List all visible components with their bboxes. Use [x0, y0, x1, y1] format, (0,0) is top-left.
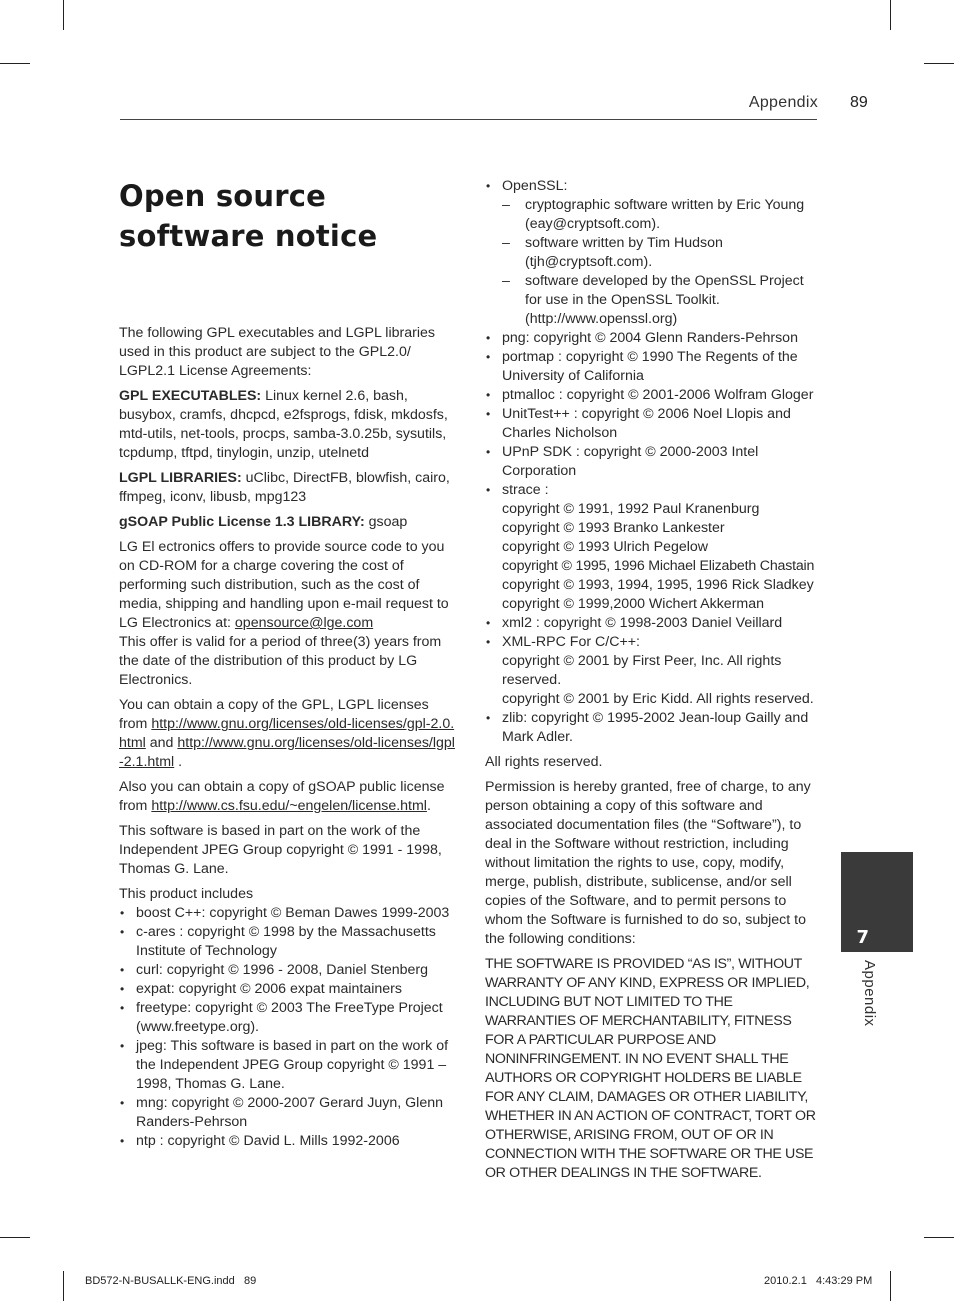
list-item: • curl: copyright © 1996 - 2008, Daniel Stenberg: [119, 961, 455, 980]
list-item: • ptmalloc : copyright © 2001-2006 Wolfram Gloger: [485, 386, 819, 405]
chapter-tab: [841, 852, 913, 952]
list-item: • portmap : copyright © 1990 The Regents of the University of California: [485, 348, 819, 386]
list-item-openssl: [485, 177, 819, 329]
chapter-label: Appendix: [861, 960, 878, 1027]
page-number: 89: [850, 94, 868, 111]
list-item: • UPnP SDK : copyright © 2000-2003 Intel Corporation: [485, 443, 819, 481]
crop-mark: [0, 63, 30, 64]
gsoap-license-paragraph: [119, 778, 455, 816]
gsoap-text: gsoap: [364, 514, 408, 530]
list-item: – cryptographic software written by Eric Young (eay@cryptsoft.com).: [502, 196, 819, 234]
openssl-label: OpenSSL:: [502, 178, 568, 194]
footer-timestamp: 2010.2.1 4:43:29 PM: [764, 1275, 873, 1287]
obtain-end: .: [174, 754, 183, 770]
right-column: [485, 177, 819, 1189]
list-item: – software written by Tim Hudson (tjh@cryptsoft.com).: [502, 234, 819, 272]
permission-paragraph: Permission is hereby granted, free of charge, to any person obtaining a copy of this software and associated documentation files (the “Software”), to deal in the Software without restriction, including without limitation the rights to use, copy, modify, merge, publish, distribute, sublicense, and/or sell copies of the Software, and to permit persons to whom the Software is furnished to do so, subject to the following conditions:: [485, 779, 811, 947]
list-item: • freetype: copyright © 2003 The FreeType Project (www.freetype.org).: [119, 999, 455, 1037]
list-item: • jpeg: This software is based in part on the work of the Independent JPEG Group copyright © 1991 – 1998, Thomas G. Lane.: [119, 1037, 455, 1094]
list-item: • boost C++: copyright © Beman Dawes 1999-2003: [119, 904, 455, 923]
strace-line: copyright © 1993, 1994, 1995, 1996 Rick Sladkey: [502, 577, 814, 593]
chapter-tab-label: [862, 960, 882, 1040]
gpl-text: Linux kernel 2.6, bash, busybox, cramfs, dhcpcd, e2fsprogs, fdisk, mkdosfs, mtd-utils, net-tools, procps, samba-3.0.25b, sysutils, tcpdump, tftpd, tinylogin, unzip, utelnetd: [119, 388, 448, 461]
list-item-strace: [485, 481, 819, 614]
strace-label: • strace :: [502, 482, 549, 498]
lgpl-text: uClibc, DirectFB, blowfish, cairo, ffmpeg, iconv, libusb, mpg123: [119, 470, 450, 505]
list-item: • zlib: copyright © 1995-2002 Jean-loup Gailly and Mark Adler.: [485, 709, 819, 747]
page-header: [0, 94, 954, 118]
gsoap-obtain-end: .: [426, 798, 431, 814]
gsoap-paragraph: [119, 513, 455, 532]
list-item: • xml2 : copyright © 1998-2003 Daniel Veillard: [485, 614, 819, 633]
all-rights-paragraph: All rights reserved.: [485, 754, 603, 770]
openssl-sublist: [502, 196, 819, 329]
gsoap-url-link[interactable]: http://www.cs.fsu.edu/~engelen/license.html: [151, 798, 427, 814]
crop-mark: [63, 0, 64, 30]
left-column: [119, 176, 455, 1157]
obtain-text: You can obtain a copy of the GPL, LGPL licenses from: [119, 697, 429, 732]
list-item: • png: copyright © 2004 Glenn Randers-Pehrson: [485, 329, 819, 348]
crop-mark: [924, 1237, 954, 1238]
crop-mark: [0, 1237, 30, 1238]
lgpl-label: LGPL LIBRARIES:: [119, 470, 242, 486]
list-item: – software developed by the OpenSSL Project for use in the OpenSSL Toolkit. (http://www.openssl.org): [502, 272, 819, 329]
strace-line: copyright © 1993 Ulrich Pegelow: [502, 539, 709, 555]
crop-mark: [924, 63, 954, 64]
crop-mark: [890, 0, 891, 30]
offer-validity-paragraph: This offer is valid for a period of three(3) years from the date of the distribution of this product by LG Electronics.: [119, 634, 442, 688]
gpl-url-link[interactable]: http://www.gnu.org/licenses/old-licenses/gpl-2.0.html: [119, 716, 455, 751]
offer-text: LG El ectronics offers to provide source code to you on CD-ROM for a charge covering the cost of performing such distribution, such as the cost of media, shipping and handling upon e-mail request to LG Electronics at:: [119, 539, 449, 631]
strace-line: copyright © 1993 Branko Lankester: [502, 520, 725, 536]
strace-line: copyright © 1995, 1996 Michael Elizabeth Chastain: [502, 558, 815, 574]
crop-mark: [63, 1271, 64, 1301]
list-item-xmlrpc: [485, 633, 819, 709]
gsoap-label: gSOAP Public License 1.3 LIBRARY:: [119, 514, 365, 530]
offer-email-link[interactable]: opensource@lge.com: [234, 615, 374, 631]
crop-mark: [890, 1271, 891, 1301]
includes-list: [119, 904, 455, 1151]
license-copy-paragraph: [119, 696, 455, 772]
strace-line: copyright © 1999,2000 Wichert Akkerman: [502, 596, 765, 612]
xmlrpc-label: • XML-RPC For C/C++:: [502, 634, 640, 650]
page-title: Open source software notice: [119, 179, 378, 253]
header-section: Appendix: [748, 94, 818, 111]
list-item: • mng: copyright © 2000-2007 Gerard Juyn, Glenn Randers-Pehrson: [119, 1094, 455, 1132]
includes-heading: This product includes: [119, 886, 254, 902]
list-item: • ntp : copyright © David L. Mills 1992-2006: [119, 1132, 455, 1151]
source-offer-paragraph: [119, 538, 455, 633]
intro-paragraph: The following GPL executables and LGPL libraries used in this product are subject to the GPL2.0/ LGPL2.1 License Agreements:: [119, 325, 435, 379]
strace-line: copyright © 1991, 1992 Paul Kranenburg: [502, 501, 760, 517]
disclaimer-paragraph: THE SOFTWARE IS PROVIDED “AS IS”, WITHOUT WARRANTY OF ANY KIND, EXPRESS OR IMPLIED, INCLUDING BUT NOT LIMITED TO THE WARRANTIES OF MERCHANTABILITY, FITNESS FOR A PARTICULAR PURPOSE AND NONINFRINGEMENT. IN NO EVENT SHALL THE AUTHORS OR COPYRIGHT HOLDERS BE LIABLE FOR ANY CLAIM, DAMAGES OR OTHER LIABILITY, WHETHER IN AN ACTION OF CONTRACT, TORT OR OTHERWISE, ARISING FROM, OUT OF OR IN CONNECTION WITH THE SOFTWARE OR THE USE OR OTHER DEALINGS IN THE SOFTWARE.: [485, 956, 816, 1181]
list-item: • expat: copyright © 2006 expat maintainers: [119, 980, 455, 999]
list-item: • UnitTest++ : copyright © 2006 Noel Llopis and Charles Nicholson: [485, 405, 819, 443]
lgpl-url-link[interactable]: http://www.gnu.org/licenses/old-licenses/lgpl-2.1.html: [119, 735, 455, 770]
obtain-and: and: [145, 735, 178, 751]
footer-filename: BD572-N-BUSALLK-ENG.indd 89: [85, 1275, 257, 1287]
header-rule: [120, 119, 817, 120]
chapter-number: 7: [856, 927, 869, 948]
gpl-label: GPL EXECUTABLES:: [119, 388, 262, 404]
gpl-executables-paragraph: [119, 387, 455, 463]
gsoap-obtain-text: Also you can obtain a copy of gSOAP public license from: [119, 779, 445, 814]
lgpl-libraries-paragraph: [119, 469, 455, 507]
jpeg-paragraph: This software is based in part on the work of the Independent JPEG Group copyright © 1991 - 1998, Thomas G. Lane.: [119, 823, 442, 877]
xmlrpc-line: copyright © 2001 by First Peer, Inc. All rights reserved.: [502, 653, 782, 688]
list-item: • c-ares : copyright © 1998 by the Massachusetts Institute of Technology: [119, 923, 455, 961]
xmlrpc-line: copyright © 2001 by Eric Kidd. All rights reserved.: [502, 691, 814, 707]
components-list: [485, 177, 819, 747]
